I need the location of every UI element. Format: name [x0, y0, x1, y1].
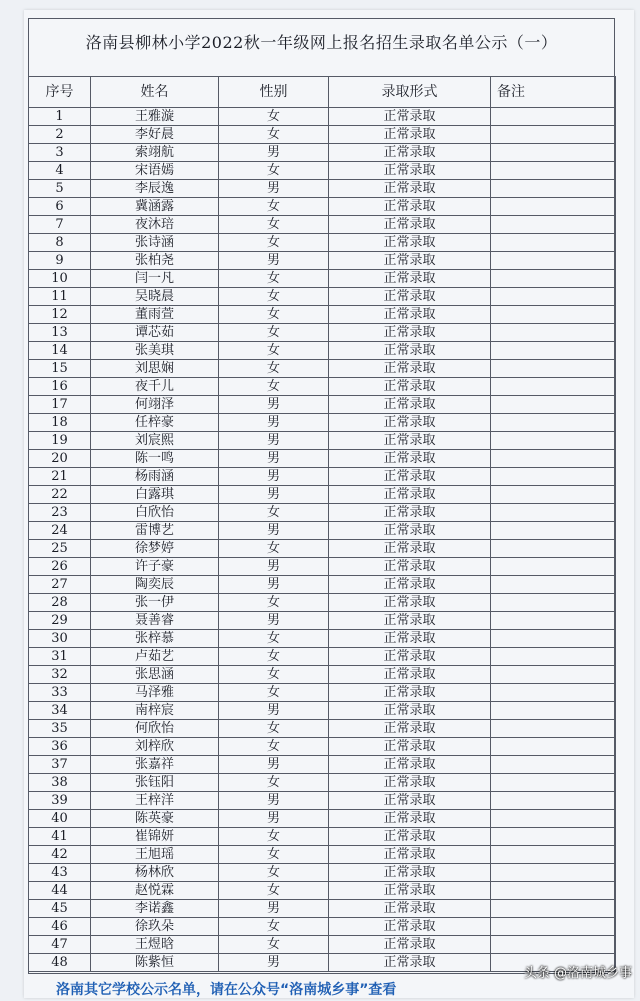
cell-name: 张钰阳 — [91, 774, 219, 792]
cell-remarks — [491, 846, 616, 864]
cell-admission-type: 正常录取 — [329, 594, 491, 612]
cell-gender: 男 — [219, 252, 329, 270]
cell-remarks — [491, 774, 616, 792]
cell-name: 陶奕辰 — [91, 576, 219, 594]
cell-gender: 女 — [219, 684, 329, 702]
cell-gender: 女 — [219, 504, 329, 522]
cell-gender: 女 — [219, 162, 329, 180]
column-header-admission-type: 录取形式 — [329, 77, 491, 108]
cell-name: 白欣怡 — [91, 504, 219, 522]
cell-remarks — [491, 378, 616, 396]
cell-remarks — [491, 918, 616, 936]
cell-remarks — [491, 198, 616, 216]
cell-number: 21 — [29, 468, 91, 486]
cell-admission-type: 正常录取 — [329, 270, 491, 288]
cell-admission-type: 正常录取 — [329, 936, 491, 954]
table-row — [29, 324, 616, 342]
cell-name: 马泽雅 — [91, 684, 219, 702]
cell-gender: 女 — [219, 324, 329, 342]
cell-number: 9 — [29, 252, 91, 270]
table-row — [29, 468, 616, 486]
cell-number: 32 — [29, 666, 91, 684]
cell-admission-type: 正常录取 — [329, 216, 491, 234]
cell-admission-type: 正常录取 — [329, 144, 491, 162]
cell-admission-type: 正常录取 — [329, 738, 491, 756]
cell-number: 37 — [29, 756, 91, 774]
cell-remarks — [491, 144, 616, 162]
cell-gender: 女 — [219, 378, 329, 396]
cell-name: 李好晨 — [91, 126, 219, 144]
cell-name: 赵悦霖 — [91, 882, 219, 900]
cell-remarks — [491, 612, 616, 630]
table-row — [29, 144, 616, 162]
cell-remarks — [491, 522, 616, 540]
column-header-name: 姓名 — [91, 77, 219, 108]
cell-remarks — [491, 342, 616, 360]
cell-remarks — [491, 414, 616, 432]
cell-gender: 男 — [219, 180, 329, 198]
table-row — [29, 270, 616, 288]
cell-remarks — [491, 648, 616, 666]
cell-gender: 女 — [219, 774, 329, 792]
cell-number: 23 — [29, 504, 91, 522]
table-row — [29, 396, 616, 414]
cell-number: 29 — [29, 612, 91, 630]
table-row — [29, 684, 616, 702]
cell-name: 索翊航 — [91, 144, 219, 162]
cell-number: 5 — [29, 180, 91, 198]
cell-name: 闫一凡 — [91, 270, 219, 288]
watermark: 头条 @洛南城乡事 — [523, 966, 632, 981]
cell-name: 刘宸熙 — [91, 432, 219, 450]
cell-name: 王雅漩 — [91, 108, 219, 126]
cell-gender: 女 — [219, 342, 329, 360]
table-row — [29, 522, 616, 540]
column-header-number: 序号 — [29, 77, 91, 108]
cell-admission-type: 正常录取 — [329, 900, 491, 918]
cell-admission-type: 正常录取 — [329, 432, 491, 450]
cell-gender: 男 — [219, 414, 329, 432]
cell-number: 4 — [29, 162, 91, 180]
cell-name: 崔锦妍 — [91, 828, 219, 846]
cell-number: 39 — [29, 792, 91, 810]
cell-number: 35 — [29, 720, 91, 738]
cell-remarks — [491, 234, 616, 252]
cell-gender: 女 — [219, 666, 329, 684]
table-row — [29, 720, 616, 738]
cell-name: 王旭瑶 — [91, 846, 219, 864]
cell-remarks — [491, 864, 616, 882]
cell-gender: 男 — [219, 396, 329, 414]
cell-gender: 女 — [219, 828, 329, 846]
cell-number: 8 — [29, 234, 91, 252]
cell-admission-type: 正常录取 — [329, 648, 491, 666]
cell-gender: 女 — [219, 540, 329, 558]
cell-remarks — [491, 576, 616, 594]
cell-name: 陈英豪 — [91, 810, 219, 828]
table-row — [29, 306, 616, 324]
cell-gender: 男 — [219, 792, 329, 810]
cell-admission-type: 正常录取 — [329, 162, 491, 180]
cell-number: 18 — [29, 414, 91, 432]
cell-number: 44 — [29, 882, 91, 900]
cell-admission-type: 正常录取 — [329, 684, 491, 702]
cell-remarks — [491, 828, 616, 846]
cell-remarks — [491, 666, 616, 684]
cell-admission-type: 正常录取 — [329, 342, 491, 360]
table-row — [29, 666, 616, 684]
cell-number: 11 — [29, 288, 91, 306]
cell-remarks — [491, 162, 616, 180]
cell-remarks — [491, 936, 616, 954]
cell-admission-type: 正常录取 — [329, 450, 491, 468]
cell-admission-type: 正常录取 — [329, 396, 491, 414]
cell-admission-type: 正常录取 — [329, 576, 491, 594]
table-row — [29, 342, 616, 360]
cell-number: 26 — [29, 558, 91, 576]
table-header-row — [29, 77, 616, 108]
table-row — [29, 900, 616, 918]
cell-number: 20 — [29, 450, 91, 468]
cell-remarks — [491, 756, 616, 774]
cell-name: 宋语嫣 — [91, 162, 219, 180]
cell-remarks — [491, 702, 616, 720]
cell-gender: 男 — [219, 756, 329, 774]
cell-admission-type: 正常录取 — [329, 756, 491, 774]
cell-gender: 男 — [219, 432, 329, 450]
cell-admission-type: 正常录取 — [329, 414, 491, 432]
cell-admission-type: 正常录取 — [329, 522, 491, 540]
table-row — [29, 432, 616, 450]
table-row — [29, 558, 616, 576]
cell-name: 张一伊 — [91, 594, 219, 612]
cell-name: 杨雨涵 — [91, 468, 219, 486]
table-row — [29, 288, 616, 306]
cell-admission-type: 正常录取 — [329, 702, 491, 720]
cell-name: 杨林欣 — [91, 864, 219, 882]
cell-number: 42 — [29, 846, 91, 864]
cell-name: 张诗涵 — [91, 234, 219, 252]
cell-admission-type: 正常录取 — [329, 630, 491, 648]
cell-admission-type: 正常录取 — [329, 774, 491, 792]
cell-name: 张柏尧 — [91, 252, 219, 270]
cell-admission-type: 正常录取 — [329, 288, 491, 306]
table-row — [29, 810, 616, 828]
table-row — [29, 756, 616, 774]
cell-remarks — [491, 306, 616, 324]
cell-number: 47 — [29, 936, 91, 954]
cell-remarks — [491, 432, 616, 450]
cell-number: 45 — [29, 900, 91, 918]
cell-gender: 男 — [219, 468, 329, 486]
table-row — [29, 486, 616, 504]
cell-admission-type: 正常录取 — [329, 918, 491, 936]
column-header-remarks: 备注 — [491, 77, 616, 108]
cell-number: 14 — [29, 342, 91, 360]
cell-name: 聂善睿 — [91, 612, 219, 630]
cell-name: 吴晓晨 — [91, 288, 219, 306]
cell-gender: 男 — [219, 450, 329, 468]
cell-remarks — [491, 630, 616, 648]
table-row — [29, 216, 616, 234]
cell-name: 王煜晗 — [91, 936, 219, 954]
table-row — [29, 774, 616, 792]
table-row — [29, 702, 616, 720]
cell-remarks — [491, 396, 616, 414]
cell-gender: 男 — [219, 558, 329, 576]
cell-name: 陈紫恒 — [91, 954, 219, 972]
table-row — [29, 828, 616, 846]
cell-gender: 女 — [219, 864, 329, 882]
cell-number: 16 — [29, 378, 91, 396]
table-row — [29, 630, 616, 648]
cell-number: 12 — [29, 306, 91, 324]
cell-name: 许子豪 — [91, 558, 219, 576]
cell-gender: 男 — [219, 144, 329, 162]
cell-remarks — [491, 468, 616, 486]
table-row — [29, 108, 616, 126]
cell-gender: 男 — [219, 612, 329, 630]
cell-number: 24 — [29, 522, 91, 540]
cell-gender: 女 — [219, 306, 329, 324]
cell-number: 36 — [29, 738, 91, 756]
cell-name: 张嘉祥 — [91, 756, 219, 774]
cell-gender: 女 — [219, 234, 329, 252]
cell-number: 13 — [29, 324, 91, 342]
cell-admission-type: 正常录取 — [329, 504, 491, 522]
cell-remarks — [491, 792, 616, 810]
cell-number: 17 — [29, 396, 91, 414]
cell-name: 徐梦婷 — [91, 540, 219, 558]
cell-number: 3 — [29, 144, 91, 162]
cell-admission-type: 正常录取 — [329, 558, 491, 576]
cell-name: 夜千儿 — [91, 378, 219, 396]
cell-admission-type: 正常录取 — [329, 108, 491, 126]
table-row — [29, 738, 616, 756]
cell-remarks — [491, 558, 616, 576]
cell-remarks — [491, 810, 616, 828]
cell-admission-type: 正常录取 — [329, 252, 491, 270]
table-row — [29, 234, 616, 252]
table-row — [29, 252, 616, 270]
cell-admission-type: 正常录取 — [329, 828, 491, 846]
cell-admission-type: 正常录取 — [329, 378, 491, 396]
cell-admission-type: 正常录取 — [329, 180, 491, 198]
cell-remarks — [491, 486, 616, 504]
cell-admission-type: 正常录取 — [329, 306, 491, 324]
cell-gender: 女 — [219, 936, 329, 954]
cell-admission-type: 正常录取 — [329, 324, 491, 342]
cell-number: 1 — [29, 108, 91, 126]
document-title: 洛南县柳林小学2022秋一年级网上报名招生录取名单公示（一） — [85, 33, 558, 52]
admission-table — [28, 76, 616, 972]
cell-number: 2 — [29, 126, 91, 144]
cell-admission-type: 正常录取 — [329, 612, 491, 630]
cell-remarks — [491, 504, 616, 522]
cell-remarks — [491, 324, 616, 342]
cell-name: 白露琪 — [91, 486, 219, 504]
cell-number: 22 — [29, 486, 91, 504]
cell-gender: 女 — [219, 198, 329, 216]
cell-name: 张梓慕 — [91, 630, 219, 648]
table-row — [29, 360, 616, 378]
table-row — [29, 450, 616, 468]
cell-name: 夜沐琣 — [91, 216, 219, 234]
table-row — [29, 198, 616, 216]
cell-remarks — [491, 126, 616, 144]
cell-gender: 女 — [219, 738, 329, 756]
cell-number: 41 — [29, 828, 91, 846]
cell-number: 27 — [29, 576, 91, 594]
cell-gender: 男 — [219, 900, 329, 918]
cell-gender: 男 — [219, 522, 329, 540]
column-header-gender: 性别 — [219, 77, 329, 108]
cell-number: 46 — [29, 918, 91, 936]
cell-admission-type: 正常录取 — [329, 198, 491, 216]
cell-remarks — [491, 252, 616, 270]
cell-gender: 男 — [219, 810, 329, 828]
cell-remarks — [491, 540, 616, 558]
cell-number: 19 — [29, 432, 91, 450]
cell-remarks — [491, 288, 616, 306]
cell-gender: 女 — [219, 108, 329, 126]
cell-admission-type: 正常录取 — [329, 666, 491, 684]
cell-gender: 女 — [219, 288, 329, 306]
cell-admission-type: 正常录取 — [329, 792, 491, 810]
cell-number: 28 — [29, 594, 91, 612]
cell-remarks — [491, 360, 616, 378]
table-row — [29, 648, 616, 666]
cell-remarks — [491, 900, 616, 918]
cell-admission-type: 正常录取 — [329, 360, 491, 378]
cell-gender: 女 — [219, 360, 329, 378]
cell-gender: 女 — [219, 882, 329, 900]
cell-name: 南梓宸 — [91, 702, 219, 720]
cell-admission-type: 正常录取 — [329, 864, 491, 882]
table-body — [29, 108, 616, 972]
table-row — [29, 612, 616, 630]
cell-gender: 女 — [219, 630, 329, 648]
cell-admission-type: 正常录取 — [329, 720, 491, 738]
table-row — [29, 378, 616, 396]
cell-gender: 女 — [219, 126, 329, 144]
cell-number: 25 — [29, 540, 91, 558]
cell-number: 34 — [29, 702, 91, 720]
cell-name: 何翊泽 — [91, 396, 219, 414]
table-row — [29, 126, 616, 144]
cell-name: 刘思娴 — [91, 360, 219, 378]
table-row — [29, 864, 616, 882]
table-row — [29, 936, 616, 954]
cell-remarks — [491, 882, 616, 900]
table-row — [29, 162, 616, 180]
table-row — [29, 792, 616, 810]
cell-number: 6 — [29, 198, 91, 216]
cell-number: 7 — [29, 216, 91, 234]
table-row — [29, 846, 616, 864]
table-row — [29, 918, 616, 936]
cell-remarks — [491, 684, 616, 702]
cell-name: 李辰逸 — [91, 180, 219, 198]
cell-name: 徐玖朵 — [91, 918, 219, 936]
cell-remarks — [491, 108, 616, 126]
table-row — [29, 180, 616, 198]
cell-number: 43 — [29, 864, 91, 882]
table-row — [29, 576, 616, 594]
cell-name: 张思涵 — [91, 666, 219, 684]
table-row — [29, 504, 616, 522]
cell-admission-type: 正常录取 — [329, 540, 491, 558]
cell-number: 15 — [29, 360, 91, 378]
table-row — [29, 414, 616, 432]
cell-gender: 男 — [219, 954, 329, 972]
cell-name: 何欣怡 — [91, 720, 219, 738]
cell-remarks — [491, 738, 616, 756]
cell-gender: 女 — [219, 918, 329, 936]
cell-gender: 男 — [219, 486, 329, 504]
cell-admission-type: 正常录取 — [329, 126, 491, 144]
cell-name: 任梓豪 — [91, 414, 219, 432]
cell-name: 刘梓欣 — [91, 738, 219, 756]
cell-name: 王梓洋 — [91, 792, 219, 810]
cell-admission-type: 正常录取 — [329, 468, 491, 486]
cell-admission-type: 正常录取 — [329, 846, 491, 864]
table-row — [29, 594, 616, 612]
cell-gender: 女 — [219, 720, 329, 738]
cell-name: 张美琪 — [91, 342, 219, 360]
cell-gender: 女 — [219, 846, 329, 864]
table-row — [29, 882, 616, 900]
cell-admission-type: 正常录取 — [329, 486, 491, 504]
cell-name: 雷博艺 — [91, 522, 219, 540]
cell-number: 30 — [29, 630, 91, 648]
cell-remarks — [491, 270, 616, 288]
table-row — [29, 540, 616, 558]
cell-admission-type: 正常录取 — [329, 810, 491, 828]
cell-gender: 女 — [219, 216, 329, 234]
cell-name: 陈一鸣 — [91, 450, 219, 468]
footer-notice: 洛南其它学校公示名单，请在公众号“洛南城乡事”查看 — [56, 982, 397, 998]
cell-name: 冀涵露 — [91, 198, 219, 216]
cell-remarks — [491, 180, 616, 198]
cell-admission-type: 正常录取 — [329, 234, 491, 252]
cell-admission-type: 正常录取 — [329, 954, 491, 972]
cell-name: 卢茹艺 — [91, 648, 219, 666]
cell-number: 31 — [29, 648, 91, 666]
cell-remarks — [491, 720, 616, 738]
cell-number: 48 — [29, 954, 91, 972]
cell-admission-type: 正常录取 — [329, 882, 491, 900]
cell-name: 谭芯茹 — [91, 324, 219, 342]
cell-remarks — [491, 594, 616, 612]
cell-number: 10 — [29, 270, 91, 288]
cell-number: 33 — [29, 684, 91, 702]
cell-remarks — [491, 216, 616, 234]
cell-number: 38 — [29, 774, 91, 792]
cell-remarks — [491, 450, 616, 468]
cell-gender: 男 — [219, 702, 329, 720]
cell-number: 40 — [29, 810, 91, 828]
cell-name: 李诺鑫 — [91, 900, 219, 918]
cell-gender: 女 — [219, 594, 329, 612]
cell-gender: 女 — [219, 270, 329, 288]
cell-name: 董雨萱 — [91, 306, 219, 324]
cell-gender: 男 — [219, 576, 329, 594]
cell-gender: 女 — [219, 648, 329, 666]
